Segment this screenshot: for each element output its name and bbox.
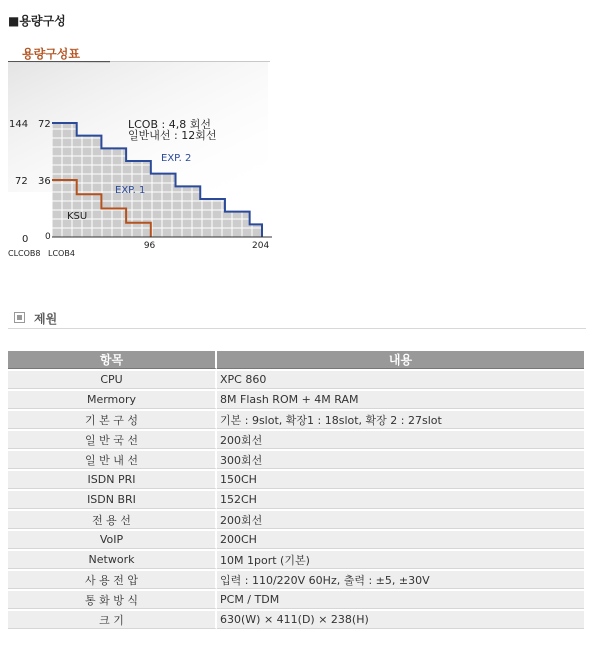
spec-item-value: XPC 860 [217, 371, 584, 389]
table-row [8, 451, 584, 469]
spec-item-value: PCM / TDM [217, 591, 584, 609]
header-item: 항목 [8, 351, 217, 369]
table-row [8, 611, 584, 629]
spec-item-label: 기 본 구 성 [8, 411, 217, 429]
spec-header-row [8, 351, 584, 369]
table-row [8, 491, 584, 509]
x-axis-caption: CLCOB8 [8, 249, 41, 258]
series-label: KSU [67, 211, 88, 222]
chart-annotation: LCOB : 4,8 회선 [128, 118, 211, 131]
spec-item-label: ISDN PRI [8, 471, 217, 489]
spec-divider [8, 328, 586, 329]
table-row [8, 591, 584, 609]
section-title: ■용량구성 [8, 14, 66, 28]
chart-annotation: 일반내선 : 12회선 [128, 129, 217, 142]
table-row [8, 431, 584, 449]
capacity-chart-svg [0, 62, 300, 262]
spec-item-label: Mermory [8, 391, 217, 409]
spec-header [8, 308, 586, 330]
capacity-chart [0, 62, 300, 262]
y-tick-label: 72 [15, 176, 28, 187]
spec-item-label: Network [8, 551, 217, 569]
spec-item-value: 8M Flash ROM + 4M RAM [217, 391, 584, 409]
y-tick-label: 36 [38, 176, 51, 187]
spec-item-value: 300회선 [217, 451, 584, 469]
spec-item-label: CPU [8, 371, 217, 389]
table-row [8, 471, 584, 489]
capacity-tab-label: 용량구성표 [22, 47, 80, 61]
x-axis-caption: LCOB4 [48, 249, 75, 258]
table-row [8, 391, 584, 409]
spec-item-label: 통 화 방 식 [8, 591, 217, 609]
spec-item-label: 사 용 전 압 [8, 571, 217, 589]
spec-item-label: 일 반 국 선 [8, 431, 217, 449]
series-label: EXP. 2 [161, 153, 192, 164]
y-tick-label: 144 [9, 119, 29, 130]
spec-item-value: 입력 : 110/220V 60Hz, 출력 : ±5, ±30V [217, 571, 584, 589]
spec-item-value: 200회선 [217, 431, 584, 449]
x-tick-label: 96 [143, 241, 156, 251]
spec-item-value: 150CH [217, 471, 584, 489]
table-row [8, 571, 584, 589]
series-label: EXP. 1 [115, 185, 146, 196]
spec-item-label: ISDN BRI [8, 491, 217, 509]
x-tick-label: 204 [252, 241, 270, 251]
table-row [8, 371, 584, 389]
bullet-box-icon [14, 312, 25, 323]
spec-item-label: 크 기 [8, 611, 217, 629]
spec-item-label: 일 반 내 선 [8, 451, 217, 469]
table-row [8, 531, 584, 549]
spec-item-label: 전 용 선 [8, 511, 217, 529]
spec-item-value: 200회선 [217, 511, 584, 529]
spec-item-label: VoIP [8, 531, 217, 549]
table-row [8, 551, 584, 569]
spec-item-value: 10M 1port (기본) [217, 551, 584, 569]
y-tick-label: 0 [22, 234, 29, 245]
y-tick-label: 72 [38, 119, 51, 130]
spec-table [8, 349, 584, 631]
table-row [8, 411, 584, 429]
header-content: 내용 [217, 351, 584, 369]
spec-item-value: 630(W) × 411(D) × 238(H) [217, 611, 584, 629]
spec-item-value: 기본 : 9slot, 확장1 : 18slot, 확장 2 : 27slot [217, 411, 584, 429]
x-tick-label: 0 [45, 232, 51, 242]
spec-item-value: 152CH [217, 491, 584, 509]
spec-item-value: 200CH [217, 531, 584, 549]
table-row [8, 511, 584, 529]
spec-title: 제원 [34, 312, 58, 326]
